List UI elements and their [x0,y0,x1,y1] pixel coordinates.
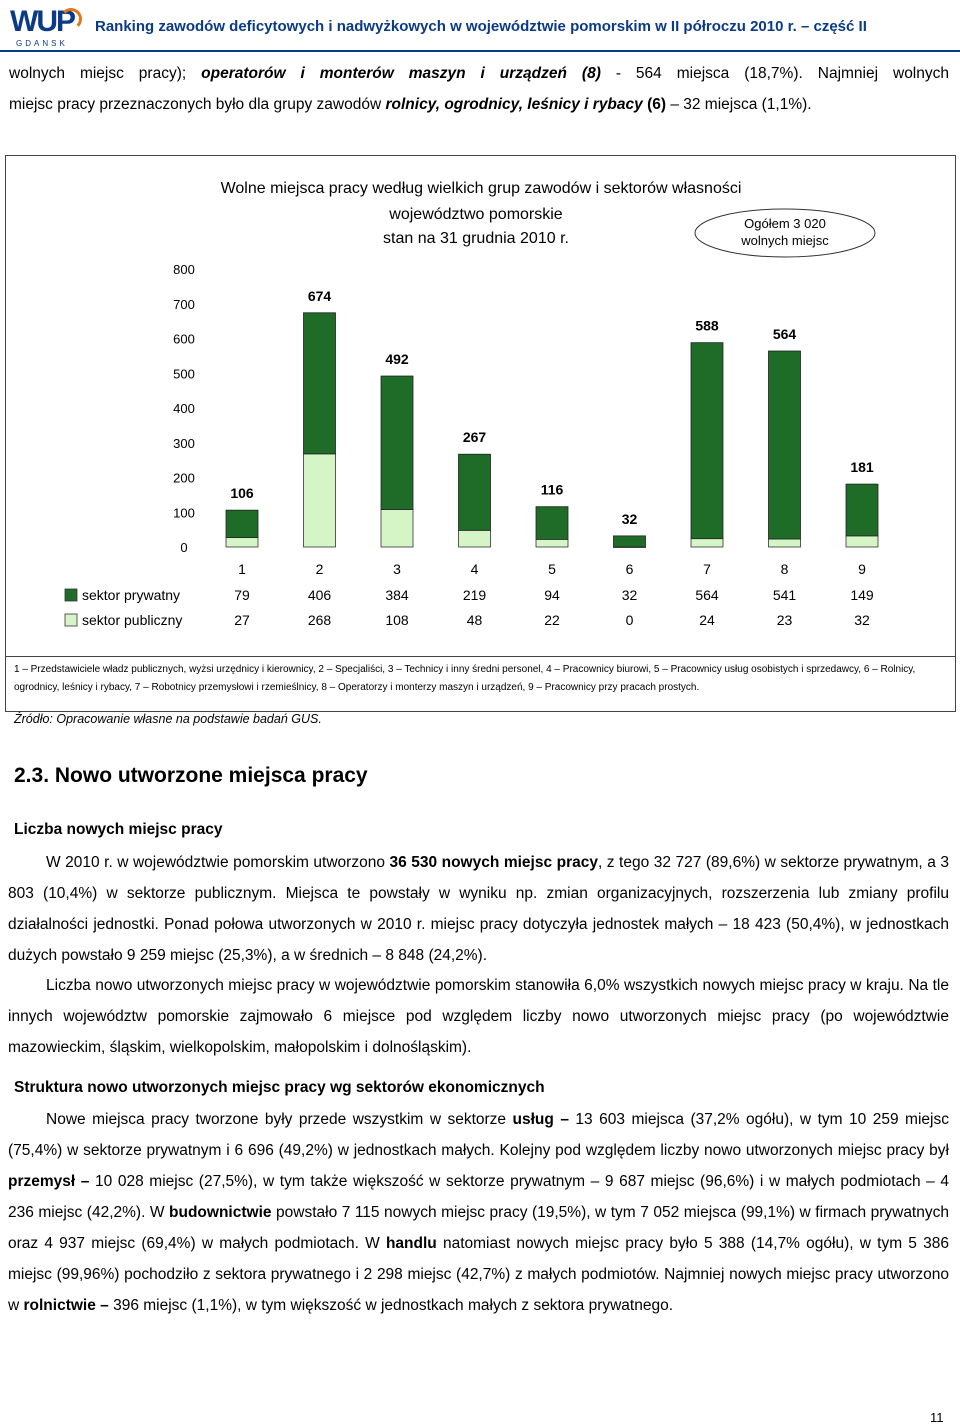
y-tick-label: 0 [180,540,188,555]
table-cell: 384 [385,587,409,603]
emphasis: usług – [512,1111,569,1128]
source-note: Źródło: Opracowanie własne na podstawie badań GUS. [14,712,322,726]
intro-text: – 32 miejsca (1,1%). [666,96,812,113]
y-tick-label: 800 [173,262,195,277]
bars [226,288,878,577]
table-cell: 406 [307,587,332,603]
text: Liczba nowo utworzonych miejsc pracy w województwie pomorskim stanowiła 6,0% wszystkich nowych miejsc pracy w kraju. Na tle innych województw pomorskie zajmowało 6 miejsce pod względem liczby nowo utworzonych miejsc pracy (po województwie mazowieckim, śląskim, wielkopolskim, małopolskim i dolnośląskim). [8,977,949,1056]
bar-prywatny [459,454,491,530]
wup-logo [10,6,72,48]
emphasis: rolnictwie – [23,1297,109,1314]
chart-note: 1 – Przedstawiciele władz publicznych, wyżsi urzędnicy i kierownicy, 2 – Specjaliści, 3 – Technicy i inny średni personel, 4 – Pracownicy biurowi, 5 – Pracownicy usług osobistych i sprzedawcy, 6 – Rolnicy, ogrodnicy, leśnicy i rybacy, 7 – Robotnicy przemysłowi i rzemieślnicy, 8 – Operatorzy i monterzy maszyn i urządzeń, 9 – Pracownicy przy pracach prostych. [5,657,956,712]
bar-prywatny [381,376,413,509]
legend-swatch [65,589,77,601]
intro-line-1 [9,58,949,89]
section-heading: 2.3. Nowo utworzone miejsca pracy [14,764,368,787]
paragraph-region-share [8,970,949,1063]
table-cell: 79 [234,587,250,603]
text: powstało 7 115 nowych miejsc pracy (19,5%), w tym 7 052 miejsca (99,1%) w firmach prywatnych oraz 4 937 miejsc (69,4%) w małych podmiotach. W [8,1204,949,1252]
bar-total-label: 588 [695,317,719,334]
bar-total-label: 181 [850,459,874,476]
bar-total-label: 564 [772,326,797,343]
intro-line-2 [9,89,949,120]
intro-emphasis: rolnicy, ogrodnicy, leśnicy i rybacy [385,96,643,113]
subheading-structure: Struktura nowo utworzonych miejsc pracy wg sektorów ekonomicznych [14,1079,545,1096]
text: 13 603 miejsca (37,2% ogółu), w tym 10 259 miejsc (75,4%) w sektorze prywatnym i 6 696 (49,2%) w jednostkach małych. Kolejny pod względem liczby nowo utworzonych miejsc pracy był [8,1111,949,1159]
text: 396 miejsc (1,1%), w tym większość w jednostkach małych z sektora prywatnego. [108,1297,674,1314]
callout-line-1: Ogółem 3 020 [744,216,826,231]
paragraph-new-jobs [8,847,949,971]
emphasis: 36 530 nowych miejsc pracy [389,854,598,871]
bar-publiczny [769,539,801,547]
bar-total-label: 267 [462,429,487,446]
table-cell: 32 [621,587,638,603]
y-tick-label: 500 [173,366,195,382]
y-tick-label: 300 [173,435,195,451]
intro-text: - 564 miejsca (18,7%). Najmniej wolnych [600,65,949,82]
chart-subtitle: województwo pomorskie [389,206,563,223]
header-divider [0,50,960,52]
emphasis: budownictwie [169,1204,272,1221]
table-cell: 48 [466,612,483,628]
logo-text: WUP [10,5,74,38]
bar-total-label: 106 [230,485,254,502]
table-cell: 24 [699,612,715,628]
table-cell: 541 [772,587,797,603]
callout-line-2: wolnych miejsc [741,233,829,248]
bar-publiczny [304,454,336,547]
bar-total-label: 674 [307,287,332,304]
x-category-label: 8 [780,561,789,577]
table-cell: 32 [854,612,870,628]
chart-title: Wolne miejsca pracy według wielkich grup zawodów i sektorów własności [220,180,742,197]
bar-total-label: 492 [385,351,409,368]
bar-prywatny [614,536,646,547]
text: W 2010 r. w województwie pomorskim utworzono [46,854,390,871]
chart-subtitle-date: stan na 31 grudnia 2010 r. [383,230,569,247]
text: 10 028 miejsc (27,5%), w tym także większość w sektorze prywatnym – 9 687 miejsc (96,6%) i w małych podmiotach – 4 236 miejsc (42,2%). W [8,1173,949,1221]
bar-publiczny [846,536,878,547]
legend-series-name: sektor publiczny [82,612,183,628]
table-cell: 0 [625,612,634,628]
x-category-label: 9 [858,561,866,577]
y-tick-label: 700 [173,296,195,312]
bar-total-label: 116 [540,481,564,498]
emphasis: przemysł – [8,1173,90,1190]
bar-prywatny [691,343,723,539]
table-cell: 268 [307,612,332,628]
y-tick-label: 600 [173,331,195,347]
table-cell: 22 [544,612,560,628]
total-callout [695,209,875,257]
bar-publiczny [381,509,413,547]
table-cell: 108 [385,612,409,628]
page-number: 11 [930,1410,944,1425]
text: , z tego 32 727 (89,6%) w sektorze prywatnym, a 3 803 (10,4%) w sektorze publicznym. Miejsca te powstały w wyniku np. zmian organizacyjnych, rozszerzenia lub zmiany profilu działalności jednostki. Ponad połowa utworzonych w 2010 r. miejsc pracy dotyczyła jednostek małych – 18 423 (50,4%), w jednostkach dużych powstało 9 259 miejsc (25,3%), a w średnich – 8 848 (24,2%). [8,854,949,964]
bar-total-label: 32 [621,510,638,527]
bar-publiczny [691,539,723,547]
x-category-label: 4 [470,561,479,577]
intro-text: wolnych miejsc pracy); [9,65,202,82]
header-title: Ranking zawodów deficytowych i nadwyżkowych w województwie pomorskim w II półroczu 2010 r. – część II [95,18,867,35]
paragraph-structure [8,1104,949,1321]
y-tick-label: 400 [173,401,195,416]
chart-frame [5,155,956,657]
x-category-label: 3 [393,561,401,577]
bar-publiczny [459,530,491,547]
table-cell: 564 [695,587,719,603]
bar-prywatny [226,510,258,537]
y-tick-label: 200 [173,470,195,486]
bar-chart [6,156,955,656]
bar-prywatny [536,507,568,540]
data-table [65,587,874,628]
intro-text: miejsc pracy przeznaczonych było dla grupy zawodów [9,96,386,113]
bar-publiczny [226,538,258,547]
x-category-label: 1 [238,561,246,577]
text: natomiast nowych miejsc pracy było 5 388 (14,7% ogółu), w tym 5 386 miejsc (99,96%) pochodziło z sektora prywatnego i 2 298 miejsc (42,7%) z małych podmiotów. Najmniej nowych miejsc pracy utworzono w [8,1235,949,1314]
subheading-new-jobs: Liczba nowych miejsc pracy [14,821,223,838]
logo-subtext: GDANSK [16,39,68,48]
x-category-label: 6 [625,561,634,577]
bar-prywatny [769,351,801,539]
y-axis [173,262,195,555]
legend-swatch [65,614,77,626]
x-category-label: 7 [703,561,711,577]
emphasis: handlu [385,1235,437,1252]
x-category-label: 2 [315,561,324,577]
intro-paragraph [9,58,949,120]
bar-prywatny [846,484,878,536]
x-category-label: 5 [548,561,556,577]
table-cell: 27 [234,612,250,628]
bar-prywatny [304,313,336,454]
legend-series-name: sektor prywatny [82,587,181,603]
table-cell: 23 [776,612,793,628]
y-tick-label: 100 [173,505,195,521]
table-cell: 94 [544,587,560,603]
table-cell: 219 [462,587,487,603]
intro-emphasis: (6) [642,96,667,113]
table-cell: 149 [850,587,874,603]
logo-swoosh-icon [60,8,82,30]
intro-emphasis: operatorów i monterów maszyn i urządzeń (8) [201,65,601,82]
bar-publiczny [536,539,568,547]
text: Nowe miejsca pracy tworzone były przede wszystkim w sektorze [46,1111,513,1128]
